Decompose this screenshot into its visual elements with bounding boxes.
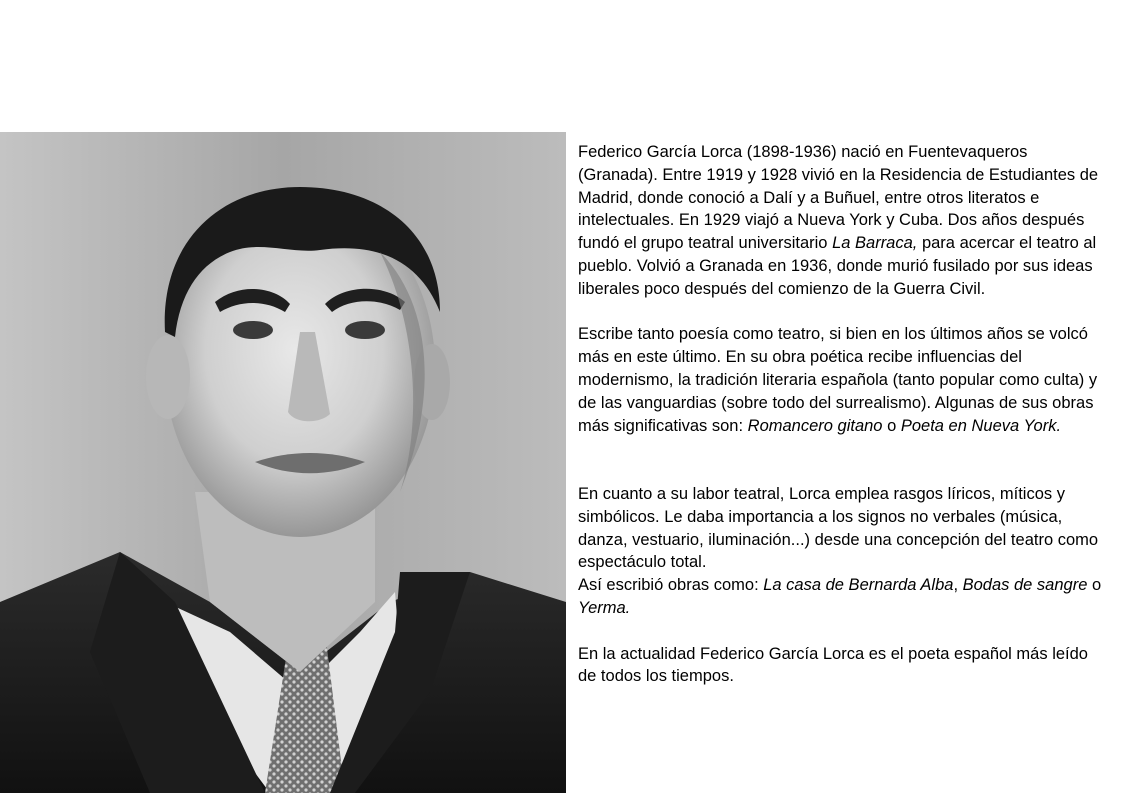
- biography-paragraph-1: [578, 141, 1108, 301]
- biography-paragraph-2: [578, 323, 1108, 437]
- biography-paragraph-4: [578, 574, 1108, 620]
- paragraph-4-text-mid: o: [1087, 576, 1102, 595]
- biography-paragraph-3: En cuanto a su labor teatral, Lorca emplea rasgos líricos, míticos y simbólicos. Le daba importancia a los signos no verbales (música, danza, vestuario, iluminación...) desde una concepción del teatro como espectáculo total.: [578, 484, 1099, 572]
- paragraph-2-text-a: Escribe tanto poesía como teatro, si bien en los últimos años se volcó más en este último. En su obra poética recibe influencias del modernismo, la tradición literaria española (tanto popular como culta) y de las vanguardias (sobre todo del surrealismo). Algunas de sus obras más significativas son:: [578, 325, 1098, 435]
- paragraph-4-italic-2: Bodas de sangre: [962, 576, 1088, 595]
- biography-text: [578, 141, 1108, 688]
- paragraph-1-italic: La Barraca,: [832, 234, 918, 253]
- paragraph-4-italic-3: Yerma.: [578, 598, 631, 617]
- paragraph-spacer: [578, 620, 1108, 643]
- paragraph-1-text-b: para acercar el teatro al pueblo. Volvió a Granada en 1936, donde murió fusilado por sus ideas liberales poco después del comienzo de la Guerra Civil.: [578, 234, 1097, 298]
- paragraph-1-text-a: Federico García Lorca (1898-1936) nació en Fuentevaqueros (Granada). Entre 1919 y 1928 vivió en la Residencia de Estudiantes de Madrid, donde conoció a Dalí y a Buñuel, entre otros literatos e intelectuales. En 1929 viajó a Nueva York y Cuba. Dos años después fundó el grupo teatral universitario: [578, 143, 1099, 253]
- portrait-photo: [0, 132, 566, 793]
- paragraph-4-sep: ,: [953, 576, 963, 595]
- paragraph-spacer: [578, 301, 1108, 324]
- paragraph-4-text-a: Así escribió obras como:: [578, 576, 764, 595]
- paragraph-spacer: [578, 437, 1108, 483]
- paragraph-2-italic-1: Romancero gitano: [747, 416, 883, 435]
- portrait-illustration: [0, 132, 566, 793]
- paragraph-4-italic-1: La casa de Bernarda Alba: [763, 576, 954, 595]
- biography-paragraph-5: En la actualidad Federico García Lorca es el poeta español más leído de todos los tiempos.: [578, 644, 1088, 686]
- paragraph-2-text-mid: o: [882, 416, 901, 435]
- paragraph-2-italic-2: Poeta en Nueva York.: [900, 416, 1062, 435]
